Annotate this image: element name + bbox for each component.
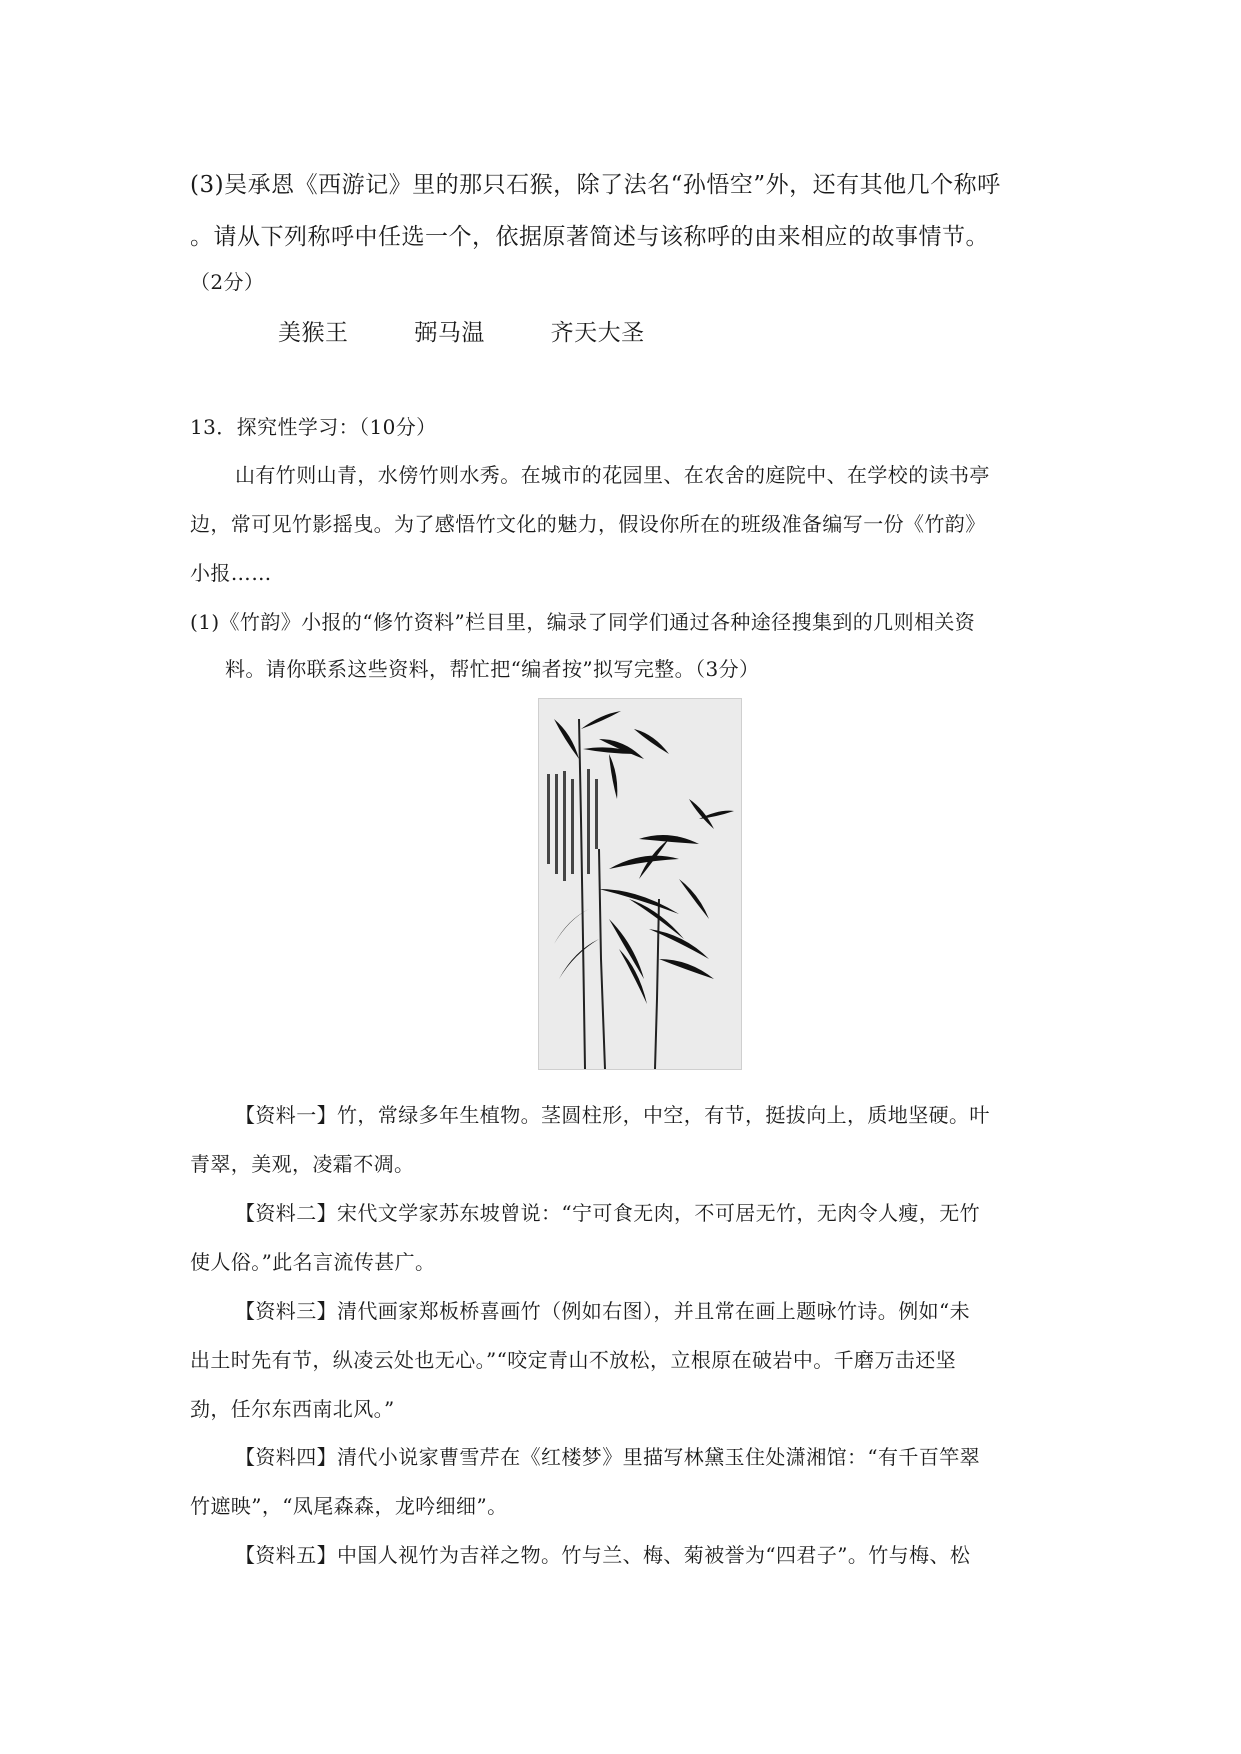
material-4-line [235, 1441, 980, 1470]
name-option: 弼马温 [414, 320, 485, 346]
material-tag: 【资料四】 [235, 1445, 337, 1469]
material-text: 清代小说家曹雪芹在《红楼梦》里描写林黛玉住处潇湘馆：“有千百竿翠 [337, 1445, 981, 1469]
material-3-line [235, 1295, 970, 1324]
material-tag: 【资料一】 [235, 1103, 337, 1127]
material-1-line: 青翠，美观，凌霜不凋。 [190, 1152, 415, 1176]
q13-heading: 13．探究性学习：（10分） [190, 415, 437, 439]
material-text: 中国人视竹为吉祥之物。竹与兰、梅、菊被誉为“四君子”。竹与梅、松 [337, 1543, 971, 1567]
material-3-line: 出土时先有节，纵凌云处也无心。”“咬定青山不放松，立根原在破岩中。千磨万击还坚 [190, 1348, 957, 1372]
material-tag: 【资料五】 [235, 1543, 337, 1567]
material-text: 竹，常绿多年生植物。茎圆柱形，中空，有节，挺拔向上，质地坚硬。叶 [337, 1103, 990, 1127]
q13-intro-line: 山有竹则山青，水傍竹则水秀。在城市的花园里、在农舍的庭院中、在学校的读书亭 [235, 463, 990, 487]
material-3-line: 劲，任尔东西南北风。” [190, 1397, 395, 1421]
q3-line-2: 。请从下列称呼中任选一个，依据原著简述与该称呼的由来相应的故事情节。 [190, 224, 989, 250]
q3-line-1: (3)吴承恩《西游记》里的那只石猴，除了法名“孙悟空”外，还有其他几个称呼 [190, 172, 1001, 198]
q13-intro-line: 小报…… [190, 561, 272, 585]
q3-name-list [278, 314, 703, 347]
q13-intro-line: 边，常可见竹影摇曳。为了感悟竹文化的魅力，假设你所在的班级准备编写一份《竹韵》 [190, 512, 986, 536]
material-text: 清代画家郑板桥喜画竹（例如右图），并且常在画上题咏竹诗。例如“未 [337, 1299, 971, 1323]
material-2-line [235, 1197, 980, 1226]
name-option: 齐天大圣 [550, 320, 645, 346]
q3-score: （2分） [190, 270, 265, 294]
material-4-line: 竹遮映”，“凤尾森森，龙吟细细”。 [190, 1494, 508, 1518]
material-5-line [235, 1539, 970, 1568]
material-1-line [235, 1099, 990, 1128]
material-tag: 【资料三】 [235, 1299, 337, 1323]
q13-sub1-line: 料。请你联系这些资料，帮忙把“编者按”拟写完整。（3分） [225, 657, 760, 681]
material-tag: 【资料二】 [235, 1201, 337, 1225]
material-2-line: 使人俗。”此名言流传甚广。 [190, 1250, 436, 1274]
bamboo-painting-svg [539, 699, 741, 1069]
material-text: 宋代文学家苏东坡曾说：“宁可食无肉，不可居无竹，无肉令人瘦，无竹 [337, 1201, 981, 1225]
bamboo-painting [538, 698, 742, 1070]
q13-sub1-line: (1)《竹韵》小报的“修竹资料”栏目里，编录了同学们通过各种途径搜集到的几则相关资 [190, 610, 976, 634]
name-option: 美猴王 [278, 320, 349, 346]
